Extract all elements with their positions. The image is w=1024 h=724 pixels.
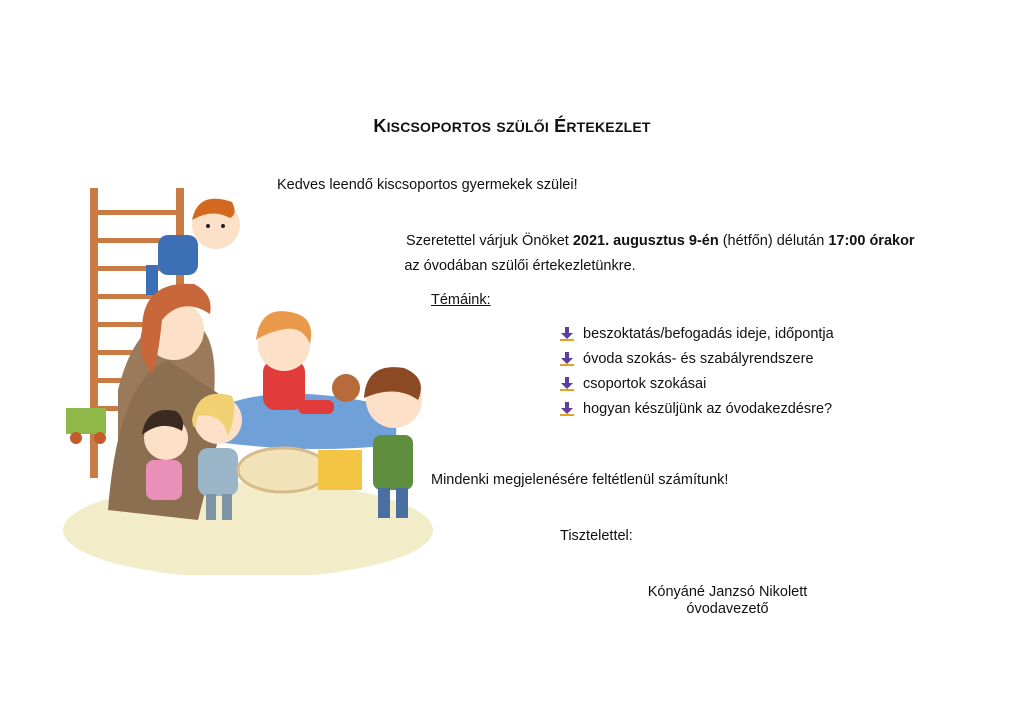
invite-day: (hétfőn) délután	[718, 233, 829, 249]
list-item	[560, 326, 834, 351]
list-item	[560, 376, 834, 401]
page-title: KISCSOPORTOS SZÜLŐI ÉRTEKEZLET	[373, 116, 651, 136]
topic-text: csoportok szokásai	[583, 376, 707, 392]
kindergarten-illustration	[58, 180, 438, 575]
arrow-bullet-icon	[560, 327, 574, 341]
list-item	[560, 401, 834, 426]
invitation-line-2: az óvodában szülői értekezletünkre.	[404, 258, 636, 274]
greeting-text: Kedves leendő kiscsoportos gyermekek szülei!	[277, 177, 578, 193]
toy-truck	[66, 408, 106, 444]
signature-block	[600, 584, 855, 618]
signature-role: óvodavezető	[686, 601, 769, 617]
teddy-bear	[332, 374, 360, 402]
arrow-bullet-icon	[560, 402, 574, 416]
closing-text: Mindenki megjelenésére feltétlenül számítunk!	[431, 472, 729, 488]
round-toy-mat	[238, 448, 328, 492]
invitation-line-1	[406, 233, 915, 249]
topics-label: Témáink:	[431, 292, 491, 308]
arrow-bullet-icon	[560, 377, 574, 391]
topics-list	[560, 326, 834, 426]
regards-text: Tisztelettel:	[560, 528, 633, 544]
topic-text: óvoda szokás- és szabályrendszere	[583, 351, 814, 367]
signature-name: Kónyáné Janzsó Nikolett	[647, 584, 808, 600]
toy-cart	[318, 450, 362, 490]
list-item	[560, 351, 834, 376]
invite-time: 17:00 órakor	[828, 233, 915, 249]
invite-date: 2021. augusztus 9-én	[572, 233, 719, 249]
invite-text: Szeretettel várjuk Önöket	[406, 233, 573, 249]
topic-text: beszoktatás/befogadás ideje, időpontja	[583, 326, 834, 342]
topic-text: hogyan készüljünk az óvodakezdésre?	[583, 401, 833, 417]
arrow-bullet-icon	[560, 352, 574, 366]
